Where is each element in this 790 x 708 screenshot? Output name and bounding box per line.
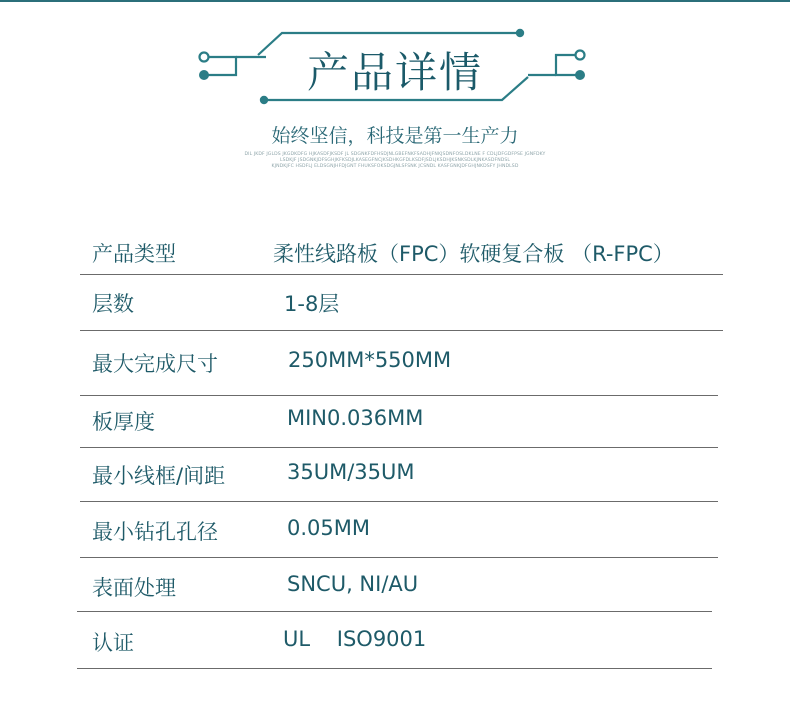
spec-label: 认证	[92, 631, 134, 655]
spec-value: 柔性线路板（FPC）软硬复合板 （R-FPC）	[273, 242, 674, 266]
page-title: 产品详情	[306, 48, 483, 97]
spec-value: 0.05MM	[287, 516, 370, 540]
spec-value: 250MM*550MM	[288, 348, 452, 372]
fine-print-line: LSDKJF JSDGNKJDFSGHJKFKSDJLKASEGFNCJKSDHKGFDLKSDFJSDLJKSDHJKSNKSDLKJNKASDFNDSL	[279, 158, 511, 163]
fine-print-line: KJNDKJFC HSDFLJ ELDSGNJHFDJGNT FHUKSFOKSDGJNLSFSNK JCSNDL KASFGNKJDFGHJNKDSFY JHNDLSD	[271, 164, 519, 169]
spec-label: 层数	[92, 292, 134, 316]
table-row	[80, 331, 718, 396]
spec-value: 35UM/35UM	[287, 460, 415, 484]
spec-value: SNCU, NI/AU	[287, 572, 419, 596]
slogan: 始终坚信，科技是第一生产力	[271, 125, 519, 147]
spec-label: 表面处理	[92, 576, 176, 600]
spec-label: 最小线框/间距	[92, 464, 226, 488]
table-row	[80, 448, 718, 502]
spec-label: 板厚度	[92, 410, 155, 434]
table-row	[80, 396, 718, 448]
table-row	[77, 558, 712, 612]
table-row	[77, 612, 712, 669]
table-row	[80, 502, 718, 558]
spec-label: 最小钻孔孔径	[92, 520, 218, 544]
spec-value: 1-8层	[284, 292, 340, 316]
table-row	[80, 275, 723, 331]
spec-value: MIN0.036MM	[287, 406, 424, 430]
fine-print-line: DIL JKDF JGLDS JKGDKDFG HJKASDFJKSDF JL SDGNKFDFHSDJNLGBEFNKFSADHJFNKJSDNFOSLDKLNE F CDLJDFGDFPSE JGNFDKY	[244, 152, 546, 157]
spec-value: UL ISO9001	[283, 627, 427, 651]
spec-label: 产品类型	[92, 242, 176, 266]
decorative-fine-print	[200, 152, 590, 170]
table-row	[80, 226, 723, 275]
spec-table	[80, 226, 723, 669]
spec-label: 最大完成尺寸	[92, 352, 218, 376]
